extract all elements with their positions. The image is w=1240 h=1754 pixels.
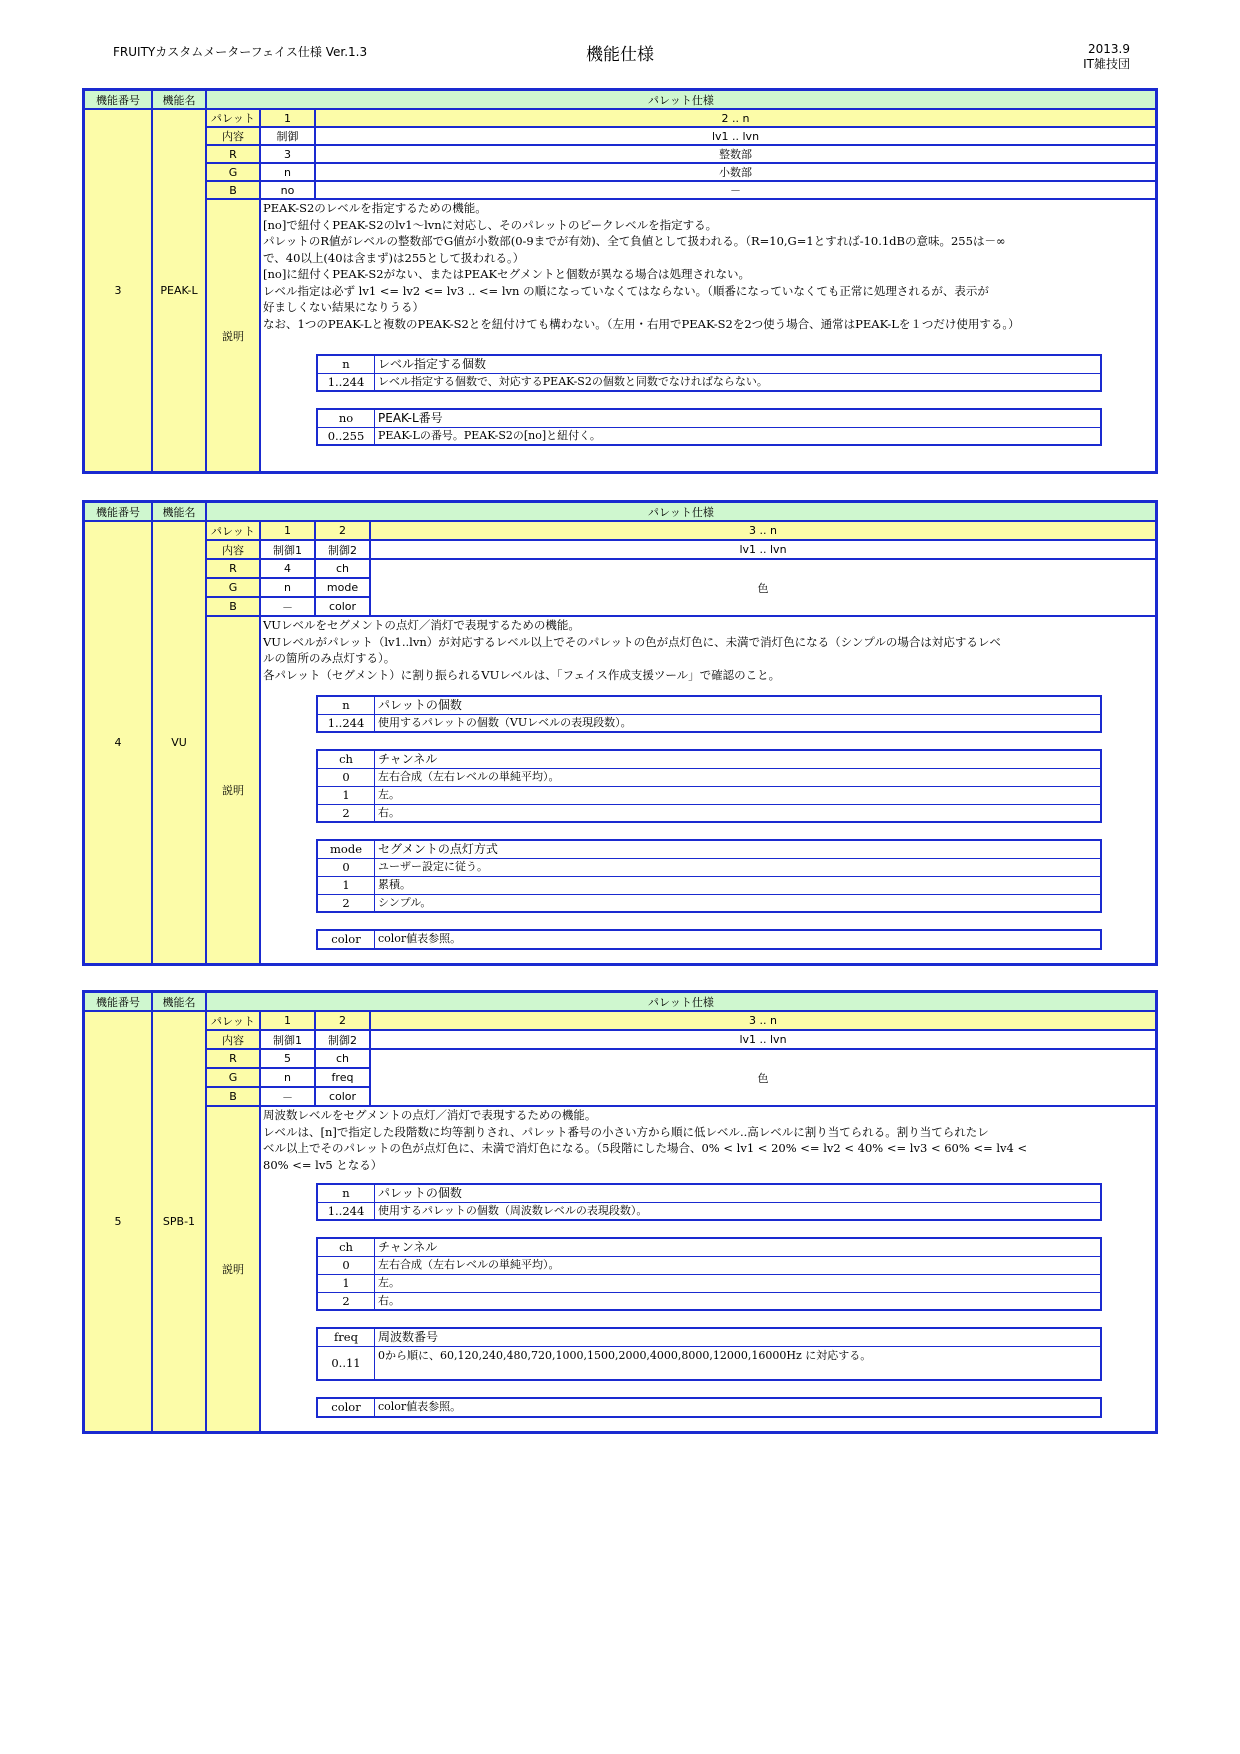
param-table-color	[316, 1397, 1102, 1418]
param-desc: 左右合成（左右レベルの単純平均）。	[378, 770, 560, 784]
param-desc: 左。	[378, 788, 400, 802]
row-label-description: 説明	[206, 199, 260, 472]
param-desc: PEAK-Lの番号。PEAK-S2の[no]と紐付く。	[378, 428, 601, 442]
param-row	[318, 1275, 1100, 1293]
func-name: SPB-1	[152, 1011, 206, 1432]
param-header-row	[318, 751, 1100, 769]
param-key: color	[318, 1399, 375, 1416]
content-col-2: 制御2	[315, 1030, 370, 1049]
func-number: 5	[84, 1011, 152, 1432]
param-value: 1	[318, 877, 375, 894]
palette-col-rest: 3 .. n	[370, 1011, 1156, 1030]
g-col-rest: 小数部	[315, 163, 1156, 181]
param-header-row	[318, 1239, 1100, 1257]
param-row	[318, 1203, 1100, 1219]
param-desc: 右。	[378, 1293, 400, 1307]
row-label-content: 内容	[206, 540, 260, 559]
param-table-freq	[316, 1327, 1102, 1381]
r-col-1: 3	[260, 145, 315, 163]
param-table-no	[316, 408, 1102, 446]
row-label-g: G	[206, 578, 260, 597]
description-line: ルの箇所のみ点灯する）。	[263, 651, 396, 665]
param-key: n	[318, 697, 375, 714]
b-col-2: color	[315, 1087, 370, 1106]
param-header-row	[318, 410, 1100, 428]
row-label-content: 内容	[206, 1030, 260, 1049]
description-line: 好ましくない結果になりうる）	[263, 300, 424, 314]
description-line: レベル指定は必ず lv1 <= lv2 <= lv3 .. <= lvn の順になっていなくてはならない。（順番になっていなくても正常に処理されるが、表示が	[263, 283, 989, 298]
param-row	[318, 715, 1100, 731]
param-table-n	[316, 695, 1102, 733]
param-value: 2	[318, 895, 375, 911]
row-label-b: B	[206, 1087, 260, 1106]
description-line: VUレベルがパレット（lv1..lvn）が対応するレベル以上でそのパレットの色が点灯色に、未満で消灯色になる（シンプルの場合は対応するレベ	[263, 634, 1001, 649]
color-merged-cell: 色	[370, 559, 1156, 616]
param-desc: 左。	[378, 1276, 400, 1290]
description-text	[260, 1106, 1156, 1432]
description-text	[260, 199, 1156, 472]
spec-table-spb-1	[82, 990, 1158, 1434]
param-row	[318, 1347, 1100, 1379]
param-desc: color値表参照。	[378, 932, 462, 946]
param-value: 0	[318, 769, 375, 786]
param-table-ch	[316, 1237, 1102, 1311]
g-col-2: mode	[315, 578, 370, 597]
row-label-palette: パレット	[206, 521, 260, 540]
description-text	[260, 616, 1156, 964]
param-table-ch	[316, 749, 1102, 823]
b-col-1: －	[260, 597, 315, 616]
content-col-rest: lv1 .. lvn	[315, 127, 1156, 145]
palette-spec-header: パレット仕様	[206, 90, 1156, 109]
param-value: 0..11	[318, 1347, 375, 1379]
func-name-header: 機能名	[152, 992, 206, 1011]
param-key: n	[318, 1185, 375, 1202]
param-title: セグメントの点灯方式	[378, 842, 498, 857]
description-line: 周波数レベルをセグメントの点灯／消灯で表現するための機能。	[263, 1108, 597, 1122]
param-row	[318, 1399, 1100, 1416]
row-label-b: B	[206, 597, 260, 616]
b-col-1: －	[260, 1087, 315, 1106]
palette-spec-header: パレット仕様	[206, 502, 1156, 521]
row-label-r: R	[206, 559, 260, 578]
g-col-1: n	[260, 1068, 315, 1087]
param-title: PEAK-L番号	[378, 411, 443, 426]
param-desc: 0から順に、60,120,240,480,720,1000,1500,2000,4000,8000,12000,16000Hz に対応する。	[378, 1349, 872, 1362]
content-col-1: 制御	[260, 127, 315, 145]
row-label-r: R	[206, 145, 260, 163]
row-label-palette: パレット	[206, 1011, 260, 1030]
palette-col-2: 2	[315, 1011, 370, 1030]
row-label-description: 説明	[206, 616, 260, 964]
func-number: 4	[84, 521, 152, 964]
palette-col-1: 1	[260, 521, 315, 540]
param-key: freq	[318, 1329, 375, 1346]
doc-header-right	[1083, 42, 1130, 72]
description-line: [no]に紐付くPEAK-S2がない、またはPEAKセグメントと個数が異なる場合は処理されない。	[263, 267, 750, 281]
param-desc: 左右合成（左右レベルの単純平均）。	[378, 1258, 560, 1272]
param-table-n	[316, 354, 1102, 392]
description-line: VUレベルをセグメントの点灯／消灯で表現するための機能。	[263, 618, 580, 632]
param-desc: 使用するパレットの個数（周波数レベルの表現段数）。	[378, 1203, 648, 1217]
color-merged-cell: 色	[370, 1049, 1156, 1106]
description-line: ベル以上でそのパレットの色が点灯色に、未満で消灯色になる。（5段階にした場合、0% < lv1 < 20% <= lv2 < 40% <= lv3 < 60% <= lv4 <	[263, 1141, 1028, 1155]
row-label-content: 内容	[206, 127, 260, 145]
b-col-rest: －	[315, 181, 1156, 199]
description-line: 各パレット（セグメント）に割り振られるVUレベルは、「フェイス作成支援ツール」で確認のこと。	[263, 667, 781, 682]
param-key: no	[318, 410, 375, 427]
doc-header-left: FRUITYカスタムメーターフェイス仕様 Ver.1.3	[113, 45, 368, 59]
param-row	[318, 428, 1100, 444]
param-row	[318, 877, 1100, 895]
param-header-row	[318, 841, 1100, 859]
param-table-mode	[316, 839, 1102, 913]
content-col-rest: lv1 .. lvn	[370, 1030, 1156, 1049]
param-value: 2	[318, 805, 375, 821]
param-desc: レベル指定する個数で、対応するPEAK-S2の個数と同数でなければならない。	[378, 374, 768, 388]
content-col-rest: lv1 .. lvn	[370, 540, 1156, 559]
param-title: パレットの個数	[378, 1186, 462, 1201]
g-col-2: freq	[315, 1068, 370, 1087]
doc-org: IT雑技団	[1083, 57, 1130, 71]
param-row	[318, 1257, 1100, 1275]
param-row	[318, 895, 1100, 911]
param-header-row	[318, 697, 1100, 715]
param-value: 1	[318, 787, 375, 804]
param-table-n	[316, 1183, 1102, 1221]
description-line: 80% <= lv5 となる）	[263, 1157, 383, 1172]
func-name: VU	[152, 521, 206, 964]
param-key: n	[318, 356, 375, 373]
func-name-header: 機能名	[152, 502, 206, 521]
param-header-row	[318, 1329, 1100, 1347]
param-table-color	[316, 929, 1102, 950]
description-line: パレットのR値がレベルの整数部でG値が小数部(0-9までが有効)、全て負値として扱われる。（R=10,G=1とすれば-10.1dBの意味。255は－∞	[263, 234, 1006, 248]
param-value: 1..244	[318, 374, 375, 390]
palette-col-rest: 3 .. n	[370, 521, 1156, 540]
param-title: レベル指定する個数	[378, 357, 487, 372]
spec-table-vu	[82, 500, 1158, 966]
param-desc: ユーザー設定に従う。	[378, 860, 488, 874]
description-line: レベルは、[n]で指定した段階数に均等割りされ、パレット番号の小さい方から順に低レベル..高レベルに割り当てられる。割り当てられたレ	[263, 1124, 989, 1139]
param-row	[318, 1293, 1100, 1309]
content-col-2: 制御2	[315, 540, 370, 559]
param-row	[318, 859, 1100, 877]
param-title: チャンネル	[378, 1240, 438, 1255]
func-no-header: 機能番号	[84, 992, 152, 1011]
param-desc: 右。	[378, 805, 400, 819]
r-col-1: 4	[260, 559, 315, 578]
palette-col-1: 1	[260, 109, 315, 127]
row-label-r: R	[206, 1049, 260, 1068]
param-value: 1..244	[318, 1203, 375, 1219]
param-row	[318, 805, 1100, 821]
param-key: color	[318, 931, 375, 948]
func-no-header: 機能番号	[84, 90, 152, 109]
r-col-rest: 整数部	[315, 145, 1156, 163]
param-desc: color値表参照。	[378, 1400, 462, 1414]
param-desc: シンプル。	[378, 895, 432, 909]
param-value: 2	[318, 1293, 375, 1309]
description-line: PEAK-S2のレベルを指定するための機能。	[263, 201, 487, 215]
param-title: 周波数番号	[378, 1330, 439, 1345]
b-col-2: color	[315, 597, 370, 616]
param-key: mode	[318, 841, 375, 858]
row-label-description: 説明	[206, 1106, 260, 1432]
description-line: なお、1つのPEAK-Lと複数のPEAK-S2とを紐付けても構わない。（左用・右用でPEAK-S2を2つ使う場合、通常はPEAK-Lを１つだけ使用する。）	[263, 316, 1020, 331]
row-label-palette: パレット	[206, 109, 260, 127]
func-number: 3	[84, 109, 152, 472]
b-col-1: no	[260, 181, 315, 199]
doc-date: 2013.9	[1088, 42, 1130, 56]
palette-col-rest: 2 .. n	[315, 109, 1156, 127]
r-col-2: ch	[315, 559, 370, 578]
param-value: 1..244	[318, 715, 375, 731]
param-value: 0	[318, 859, 375, 876]
param-value: 0..255	[318, 428, 375, 444]
param-row	[318, 769, 1100, 787]
param-header-row	[318, 1185, 1100, 1203]
param-desc: 累積。	[378, 878, 411, 892]
r-col-1: 5	[260, 1049, 315, 1068]
func-name: PEAK-L	[152, 109, 206, 472]
param-title: パレットの個数	[378, 698, 462, 713]
g-col-1: n	[260, 163, 315, 181]
r-col-2: ch	[315, 1049, 370, 1068]
param-row	[318, 931, 1100, 948]
param-desc: 使用するパレットの個数（VUレベルの表現段数）。	[378, 715, 632, 729]
content-col-1: 制御1	[260, 540, 315, 559]
spec-table-peak-l	[82, 88, 1158, 474]
func-no-header: 機能番号	[84, 502, 152, 521]
palette-col-2: 2	[315, 521, 370, 540]
row-label-b: B	[206, 181, 260, 199]
param-value: 0	[318, 1257, 375, 1274]
param-key: ch	[318, 1239, 375, 1256]
g-col-1: n	[260, 578, 315, 597]
content-col-1: 制御1	[260, 1030, 315, 1049]
row-label-g: G	[206, 1068, 260, 1087]
description-line: で、40以上(40は含まず)は255として扱われる。）	[263, 250, 525, 265]
param-title: チャンネル	[378, 752, 438, 767]
row-label-g: G	[206, 163, 260, 181]
page-title: 機能仕様	[586, 45, 654, 65]
description-line: [no]で紐付くPEAK-S2のlv1～lvnに対応し、そのパレットのピークレベルを指定する。	[263, 217, 718, 232]
param-header-row	[318, 356, 1100, 374]
param-key: ch	[318, 751, 375, 768]
param-value: 1	[318, 1275, 375, 1292]
palette-spec-header: パレット仕様	[206, 992, 1156, 1011]
param-row	[318, 374, 1100, 390]
param-row	[318, 787, 1100, 805]
func-name-header: 機能名	[152, 90, 206, 109]
palette-col-1: 1	[260, 1011, 315, 1030]
